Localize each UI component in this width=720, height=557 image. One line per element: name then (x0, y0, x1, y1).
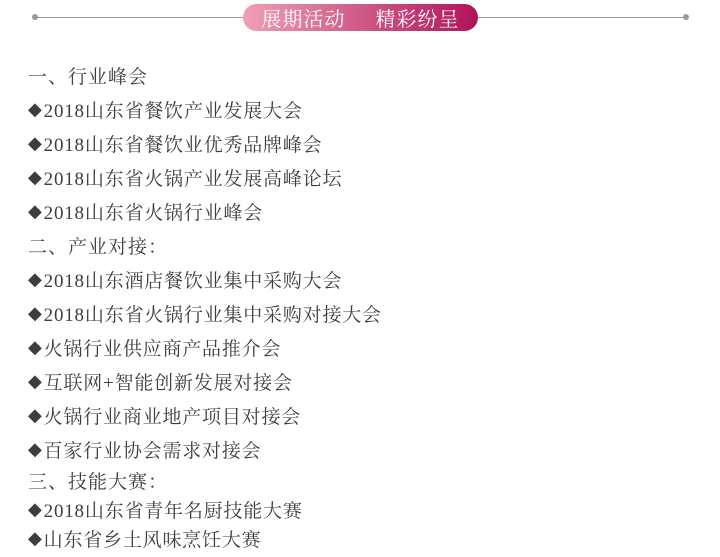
event-title: 火锅行业供应商产品推介会 (43, 338, 282, 360)
event-title: 火锅行业商业地产项目对接会 (43, 406, 302, 428)
diamond-bullet-icon: ◆ (28, 438, 43, 460)
rule-end-dot-right (683, 14, 689, 20)
section-heading-text: 一、行业峰会 (28, 66, 149, 88)
event-title: 山东省乡土风味烹饪大赛 (43, 530, 262, 551)
list-item (28, 262, 700, 296)
list-item (28, 398, 700, 432)
diamond-bullet-icon: ◆ (28, 404, 43, 426)
section-heading-1 (28, 58, 700, 92)
event-title: 2018山东省青年名厨技能大赛 (43, 501, 303, 522)
diamond-bullet-icon: ◆ (28, 370, 43, 392)
diamond-bullet-icon: ◆ (28, 528, 43, 549)
event-title: 2018山东省餐饮业优秀品牌峰会 (43, 134, 323, 156)
event-title: 2018山东省火锅产业发展高峰论坛 (43, 168, 343, 190)
list-item (28, 92, 700, 126)
event-title: 百家行业协会需求对接会 (43, 440, 262, 462)
section-heading-text: 三、技能大赛： (28, 472, 169, 493)
diamond-bullet-icon: ◆ (28, 268, 43, 290)
list-item (28, 160, 700, 194)
banner (0, 0, 720, 36)
list-item (28, 126, 700, 160)
list-item (28, 524, 700, 553)
event-title: 2018山东省火锅行业集中采购对接大会 (43, 304, 382, 326)
diamond-bullet-icon: ◆ (28, 336, 43, 358)
list-item (28, 432, 700, 466)
list-item (28, 495, 700, 524)
event-title: 互联网+智能创新发展对接会 (43, 372, 293, 394)
diamond-bullet-icon: ◆ (28, 166, 43, 188)
list-item (28, 364, 700, 398)
list-item (28, 296, 700, 330)
section-heading-2 (28, 228, 700, 262)
diamond-bullet-icon: ◆ (28, 302, 43, 324)
diamond-bullet-icon: ◆ (28, 200, 43, 222)
diamond-bullet-icon: ◆ (28, 98, 43, 120)
diamond-bullet-icon: ◆ (28, 499, 43, 520)
section-heading-text: 二、产业对接： (28, 236, 169, 258)
event-list (0, 36, 720, 553)
banner-title-right: 精彩纷呈 (375, 9, 460, 31)
diamond-bullet-icon: ◆ (28, 132, 43, 154)
list-item (28, 194, 700, 228)
banner-title-left: 展期活动 (261, 9, 346, 31)
banner-pill (243, 4, 478, 31)
section-heading-3 (28, 466, 700, 495)
list-item (28, 330, 700, 364)
event-title: 2018山东省餐饮产业发展大会 (43, 100, 303, 122)
event-title: 2018山东酒店餐饮业集中采购大会 (43, 270, 343, 292)
event-title: 2018山东省火锅行业峰会 (43, 202, 264, 224)
